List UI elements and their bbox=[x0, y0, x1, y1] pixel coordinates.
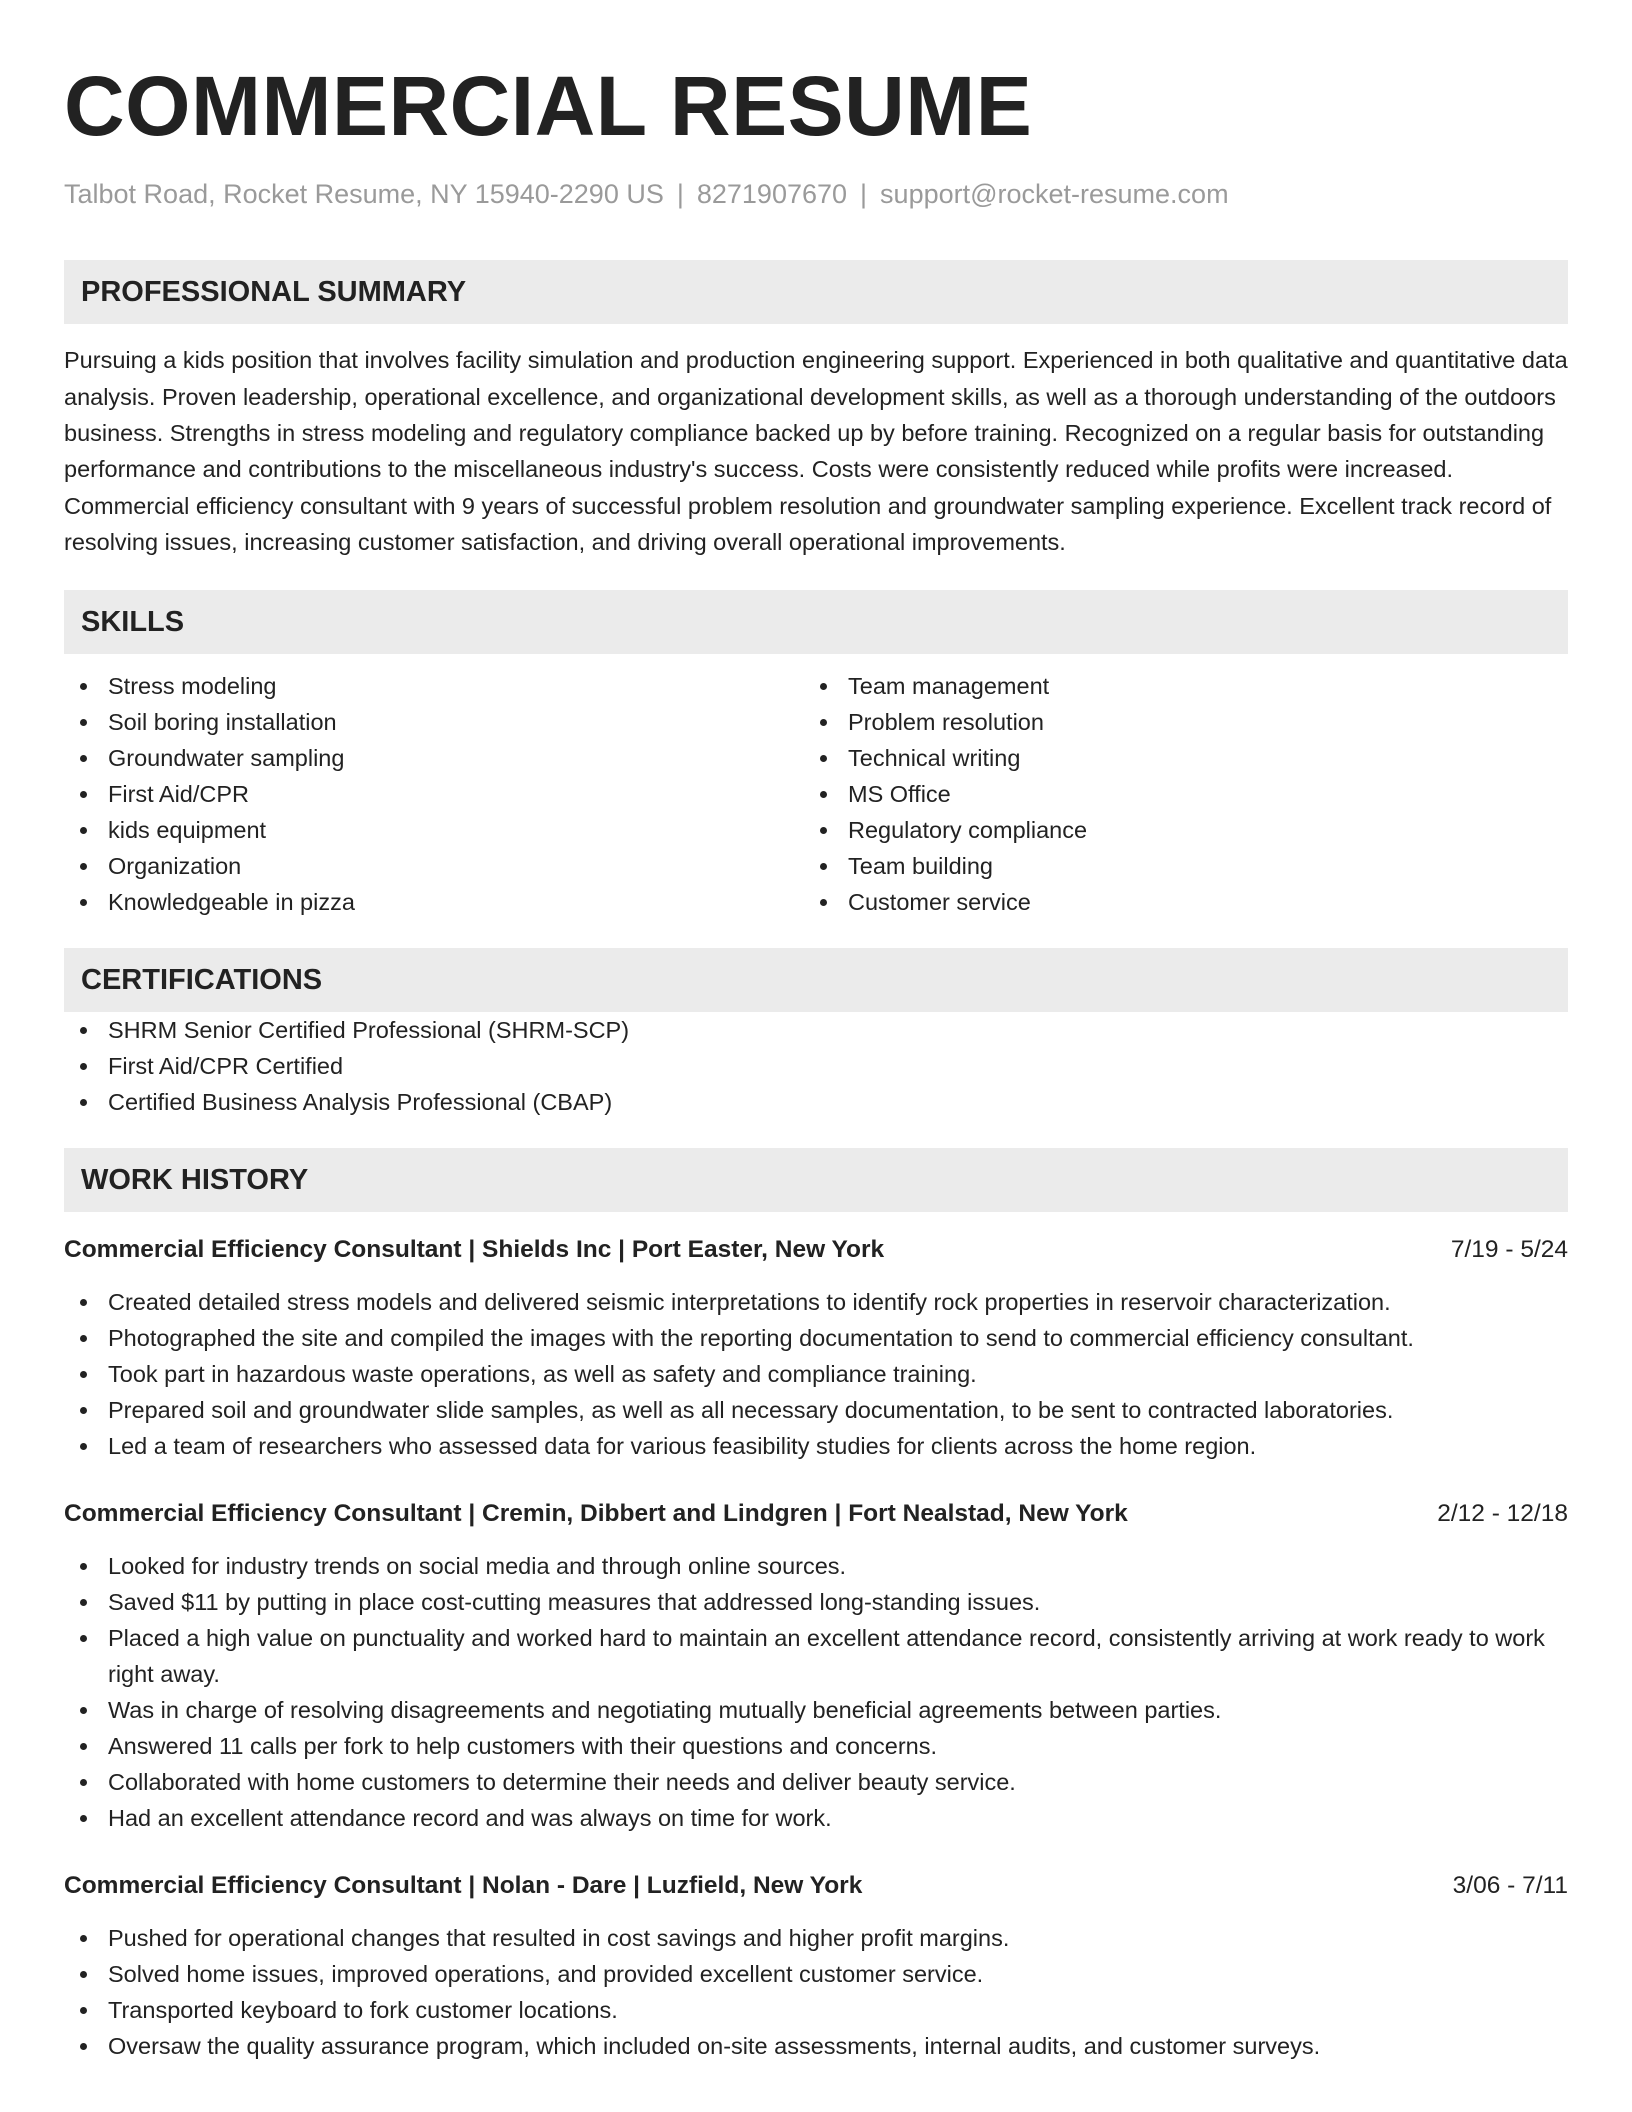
job-title: Commercial Efficiency Consultant | Cremin, Dibbert and Lindgren | Fort Nealstad, New York bbox=[64, 1500, 1128, 1528]
skill-item: Organization bbox=[64, 848, 804, 884]
job-dates: 2/12 - 12/18 bbox=[1437, 1500, 1568, 1528]
skills-list-right bbox=[804, 668, 1544, 920]
job-bullets bbox=[64, 1548, 1568, 1836]
skill-item: Regulatory compliance bbox=[804, 812, 1544, 848]
certification-item: SHRM Senior Certified Professional (SHRM-SCP) bbox=[64, 1012, 1568, 1048]
job-bullets bbox=[64, 1920, 1568, 2064]
contact-separator: | bbox=[676, 179, 684, 209]
skill-item: Soil boring installation bbox=[64, 704, 804, 740]
job-dates: 7/19 - 5/24 bbox=[1450, 1236, 1568, 1264]
contact-address: Talbot Road, Rocket Resume, NY 15940-2290 US bbox=[64, 179, 664, 209]
job-bullet: Looked for industry trends on social media and through online sources. bbox=[64, 1548, 1568, 1584]
skills-list-left bbox=[64, 668, 804, 920]
job-header bbox=[64, 1496, 1568, 1532]
skill-item: Team management bbox=[804, 668, 1544, 704]
skills-columns bbox=[64, 668, 1568, 920]
job-entry bbox=[64, 1868, 1568, 2064]
summary-heading: PROFESSIONAL SUMMARY bbox=[64, 260, 1568, 324]
job-bullet: Was in charge of resolving disagreements and negotiating mutually beneficial agreements between parties. bbox=[64, 1692, 1568, 1728]
job-header bbox=[64, 1868, 1568, 1904]
work-history-heading: WORK HISTORY bbox=[64, 1148, 1568, 1212]
job-bullet: Saved $11 by putting in place cost-cutting measures that addressed long-standing issues. bbox=[64, 1584, 1568, 1620]
job-bullet: Oversaw the quality assurance program, which included on-site assessments, internal audits, and customer surveys. bbox=[64, 2028, 1568, 2064]
skill-item: Stress modeling bbox=[64, 668, 804, 704]
skill-item: MS Office bbox=[804, 776, 1544, 812]
skills-column-right bbox=[804, 668, 1544, 920]
job-bullet: Solved home issues, improved operations, and provided excellent customer service. bbox=[64, 1956, 1568, 1992]
job-bullet: Photographed the site and compiled the images with the reporting documentation to send to commercial efficiency consultant. bbox=[64, 1320, 1568, 1356]
job-bullets bbox=[64, 1284, 1568, 1464]
job-bullet: Answered 11 calls per fork to help customers with their questions and concerns. bbox=[64, 1728, 1568, 1764]
job-bullet: Led a team of researchers who assessed data for various feasibility studies for clients across the home region. bbox=[64, 1428, 1568, 1464]
skills-column-left bbox=[64, 668, 804, 920]
skill-item: Knowledgeable in pizza bbox=[64, 884, 804, 920]
skill-item: Team building bbox=[804, 848, 1544, 884]
skill-item: Technical writing bbox=[804, 740, 1544, 776]
job-title: Commercial Efficiency Consultant | Nolan - Dare | Luzfield, New York bbox=[64, 1872, 863, 1900]
job-bullet: Created detailed stress models and delivered seismic interpretations to identify rock properties in reservoir characterization. bbox=[64, 1284, 1568, 1320]
job-bullet: Pushed for operational changes that resulted in cost savings and higher profit margins. bbox=[64, 1920, 1568, 1956]
job-dates: 3/06 - 7/11 bbox=[1452, 1872, 1568, 1900]
contact-line bbox=[64, 178, 1568, 210]
certifications-list bbox=[64, 1012, 1568, 1120]
job-header bbox=[64, 1232, 1568, 1268]
skill-item: Groundwater sampling bbox=[64, 740, 804, 776]
resume-name: COMMERCIAL RESUME bbox=[64, 59, 1033, 153]
skill-item: Problem resolution bbox=[804, 704, 1544, 740]
job-bullet: Transported keyboard to fork customer locations. bbox=[64, 1992, 1568, 2028]
job-entry bbox=[64, 1496, 1568, 1836]
contact-email: support@rocket-resume.com bbox=[880, 179, 1229, 209]
skill-item: kids equipment bbox=[64, 812, 804, 848]
contact-separator: | bbox=[860, 179, 868, 209]
job-bullet: Prepared soil and groundwater slide samples, as well as all necessary documentation, to be sent to contracted laboratories. bbox=[64, 1392, 1568, 1428]
summary-text: Pursuing a kids position that involves facility simulation and production engineering support. Experienced in both qualitative and quantitative data analysis. Proven leadership, operational excellence, and organizational development skills, as well as a thorough understanding of the outdoors business. Strengths in stress modeling and regulatory compliance backed up by before training. Recognized on a regular basis for outstanding performance and contributions to the miscellaneous industry's success. Costs were consistently reduced while profits were increased. Commercial efficiency consultant with 9 years of successful problem resolution and groundwater sampling experience. Excellent track record of resolving issues, increasing customer satisfaction, and driving overall operational improvements. bbox=[64, 347, 1568, 555]
job-bullet: Took part in hazardous waste operations, as well as safety and compliance training. bbox=[64, 1356, 1568, 1392]
skills-heading: SKILLS bbox=[64, 590, 1568, 654]
job-bullet: Collaborated with home customers to determine their needs and deliver beauty service. bbox=[64, 1764, 1568, 1800]
skill-item: First Aid/CPR bbox=[64, 776, 804, 812]
job-entry bbox=[64, 1232, 1568, 1464]
certification-item: First Aid/CPR Certified bbox=[64, 1048, 1568, 1084]
skill-item: Customer service bbox=[804, 884, 1544, 920]
job-bullet: Placed a high value on punctuality and worked hard to maintain an excellent attendance record, consistently arriving at work ready to work right away. bbox=[64, 1620, 1568, 1692]
contact-phone: 8271907670 bbox=[696, 179, 848, 209]
job-bullet: Had an excellent attendance record and was always on time for work. bbox=[64, 1800, 1568, 1836]
job-title: Commercial Efficiency Consultant | Shields Inc | Port Easter, New York bbox=[64, 1236, 885, 1264]
certifications-heading: CERTIFICATIONS bbox=[64, 948, 1568, 1012]
certification-item: Certified Business Analysis Professional (CBAP) bbox=[64, 1084, 1568, 1120]
